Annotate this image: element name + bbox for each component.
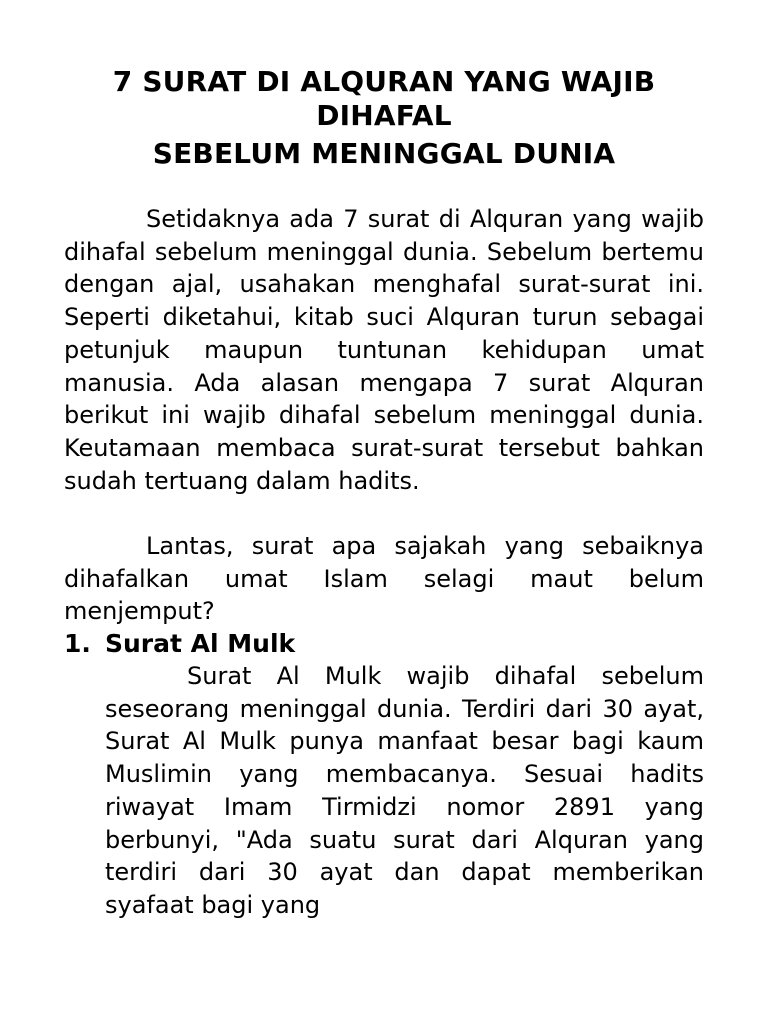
document-title-line-3: SEBELUM MENINGGAL DUNIA bbox=[152, 137, 616, 170]
document-title-line-1: 7 SURAT DI ALQURAN YANG WAJIB bbox=[112, 65, 656, 98]
intro-paragraph: Setidaknya ada 7 surat di Alquran yang wajib dihafal sebelum meninggal dunia. Sebelum bertemu dengan ajal, usahakan menghafal surat-surat ini. Seperti diketahui, kitab suci Alquran turun sebagai petunjuk maupun tuntunan kehidupan umat manusia. Ada alasan mengapa 7 surat Alquran berikut ini wajib dihafal sebelum meninggal dunia. Keutamaan membaca surat-surat tersebut bahkan sudah tertuang dalam hadits. bbox=[64, 205, 704, 495]
document-title-line-2: DIHAFAL bbox=[316, 99, 452, 132]
section-heading-al-mulk bbox=[64, 627, 704, 660]
question-paragraph: Lantas, surat apa sajakah yang sebaiknya dihafalkan umat Islam selagi maut belum menjemput? bbox=[64, 532, 704, 626]
section-number: 1. bbox=[64, 629, 91, 658]
section-title: Surat Al Mulk bbox=[105, 629, 296, 658]
section-body-al-mulk: Surat Al Mulk wajib dihafal sebelum seseorang meninggal dunia. Terdiri dari 30 ayat, Surat Al Mulk punya manfaat besar bagi kaum Muslimin yang membacanya. Sesuai hadits riwayat Imam Tirmidzi nomor 2891 yang berbunyi, "Ada suatu surat dari Alquran yang terdiri dari 30 ayat dan dapat memberikan syafaat bagi yang bbox=[105, 662, 704, 919]
